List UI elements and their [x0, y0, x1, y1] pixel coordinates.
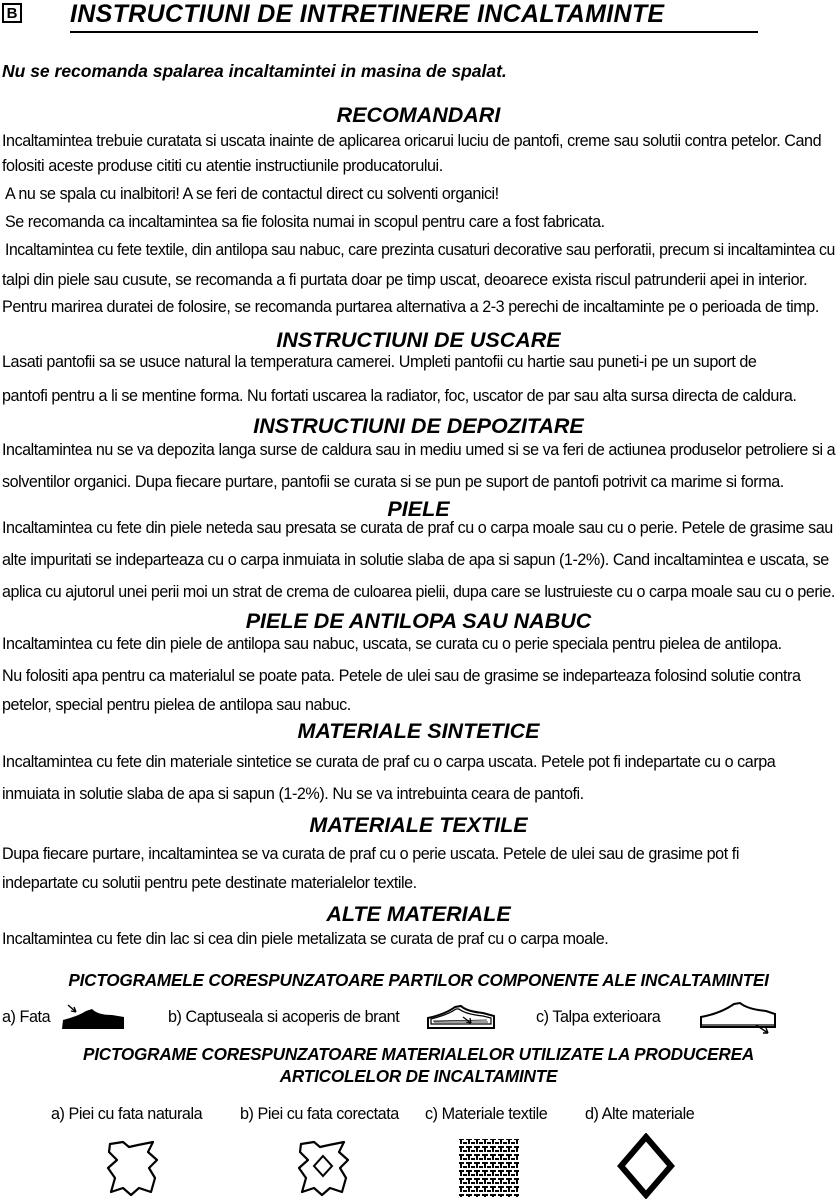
- material-label-natural: a) Piei cu fata naturala: [51, 1105, 203, 1123]
- section-title-textile: MATERIALE TEXTILE: [309, 813, 528, 837]
- title-underline: [70, 31, 758, 33]
- section-title-piele: PIELE: [387, 497, 450, 521]
- textile-material-icon: [457, 1137, 521, 1199]
- text-line: alte impuritati se indeparteaza cu o carpa inmuiata in solutie slaba de apa si sapun (1-2%). Cand incaltamintea e uscata, se: [2, 551, 829, 569]
- shoe-upper-icon: [60, 1003, 128, 1033]
- text-line: aplica cu ajutorul unei perii moi un strat de crema de culoarea pielii, dupa care se lustruieste cu o carpa moale sau cu o perie.: [2, 583, 835, 601]
- text-line: Incaltamintea cu fete din piele neteda sau presata se curata de praf cu o carpa moale sau cu o perie. Petele de grasime sau: [2, 519, 833, 537]
- text-line: Incaltamintea cu fete din materiale sintetice se curata de praf cu o carpa uscata. Petele pot fi indepartate cu o carpa: [2, 753, 776, 771]
- shoe-sole-icon: [698, 999, 778, 1035]
- part-label-fata: a) Fata: [2, 1008, 51, 1026]
- section-title-depozitare: INSTRUCTIUNI DE DEPOZITARE: [253, 414, 584, 438]
- text-line: Nu folositi apa pentru ca materialul se poate pata. Petele de ulei sau de grasime se indeparteaza folosind solutie contra: [2, 667, 801, 685]
- section-title-sintetice: MATERIALE SINTETICE: [297, 719, 540, 743]
- text-line: Se recomanda ca incaltamintea sa fie folosita numai in scopul pentru care a fost fabricata.: [5, 213, 605, 231]
- text-line: talpi din piele sau cusute, se recomanda a fi purtata doar pe timp uscat, deoarece exista riscul patrunderii apei in interior.: [2, 271, 808, 289]
- corrected-leather-icon: [296, 1138, 352, 1198]
- section-title-alte: ALTE MATERIALE: [326, 902, 511, 926]
- text-line: Incaltamintea nu se va depozita langa surse de caldura sau in mediu umed si se va feri de actiunea produselor petroliere si a: [2, 441, 836, 459]
- page-title: INSTRUCTIUNI DE INTRETINERE INCALTAMINTE: [70, 0, 665, 28]
- material-label-other: d) Alte materiale: [585, 1105, 695, 1123]
- other-material-icon: [616, 1133, 676, 1199]
- text-line: folositi aceste produse cititi cu atentie instructiunile producatorului.: [2, 157, 443, 175]
- text-line: Incaltamintea cu fete din lac si cea din piele metalizata se curata de praf cu o carpa moale.: [2, 930, 609, 948]
- pictograms-parts-title: PICTOGRAMELE CORESPUNZATOARE PARTILOR COMPONENTE ALE INCALTAMINTEI: [68, 970, 769, 990]
- pictograms-materials-title-2: ARTICOLELOR DE INCALTAMINTE: [279, 1066, 558, 1086]
- material-label-corrected: b) Piei cu fata corectata: [240, 1105, 399, 1123]
- part-label-captuseala: b) Captuseala si acoperis de brant: [168, 1008, 400, 1026]
- text-line: inmuiata in solutie slaba de apa si sapun (1-2%). Nu se va intrebuinta ceara de pantofi.: [2, 785, 584, 803]
- text-line: Dupa fiecare purtare, incaltamintea se va curata de praf cu o perie uscata. Petele de ulei sau de grasime pot fi: [2, 845, 739, 863]
- text-line: Incaltamintea cu fete din piele de antilopa sau nabuc, uscata, se curata cu o perie speciala pentru pielea de antilopa.: [2, 635, 782, 653]
- text-line: Lasati pantofii sa se usuce natural la temperatura camerei. Umpleti pantofii cu hartie sau puneti-i pe un suport de: [2, 353, 757, 371]
- natural-leather-icon: [105, 1138, 161, 1198]
- text-line: A nu se spala cu inalbitori! A se feri de contactul direct cu solventi organici!: [5, 185, 499, 203]
- text-line: Pentru marirea duratei de folosire, se recomanda purtarea alternativa a 2-3 perechi de incaltaminte pe o perioada de timp.: [2, 298, 819, 316]
- text-line: indepartate cu solutii pentru pete destinate materialelor textile.: [2, 874, 417, 892]
- section-title-uscare: INSTRUCTIUNI DE USCARE: [276, 328, 561, 352]
- text-line: pantofi pentru a li se mentine forma. Nu fortati uscarea la radiator, foc, uscator de par sau alta sursa directa de caldura.: [2, 387, 797, 405]
- material-label-textile: c) Materiale textile: [425, 1105, 548, 1123]
- intro-warning: Nu se recomanda spalarea incaltamintei in masina de spalat.: [2, 61, 507, 81]
- text-line: Incaltamintea cu fete textile, din antilopa sau nabuc, care prezinta cusaturi decorative sau perforatii, precum si incaltamintea cu: [5, 241, 835, 259]
- pictograms-materials-title-1: PICTOGRAME CORESPUNZATOARE MATERIALELOR UTILIZATE LA PRODUCEREA: [82, 1044, 755, 1064]
- text-line: Incaltamintea trebuie curatata si uscata inainte de aplicarea oricarui luciu de pantofi, creme sau solutii contra petelor. Cand: [2, 132, 822, 150]
- shoe-lining-icon: [425, 1001, 497, 1033]
- section-badge: B: [2, 3, 22, 23]
- section-title-antilopa: PIELE DE ANTILOPA SAU NABUC: [245, 609, 592, 633]
- text-line: solventilor organici. Dupa fiecare purtare, pantofii se curata si se pun pe suport de pantofi potrivit ca marime si forma.: [2, 473, 784, 491]
- text-line: petelor, special pentru pielea de antilopa sau nabuc.: [2, 696, 351, 714]
- part-label-talpa: c) Talpa exterioara: [536, 1008, 661, 1026]
- section-title-recomandari: RECOMANDARI: [336, 103, 501, 127]
